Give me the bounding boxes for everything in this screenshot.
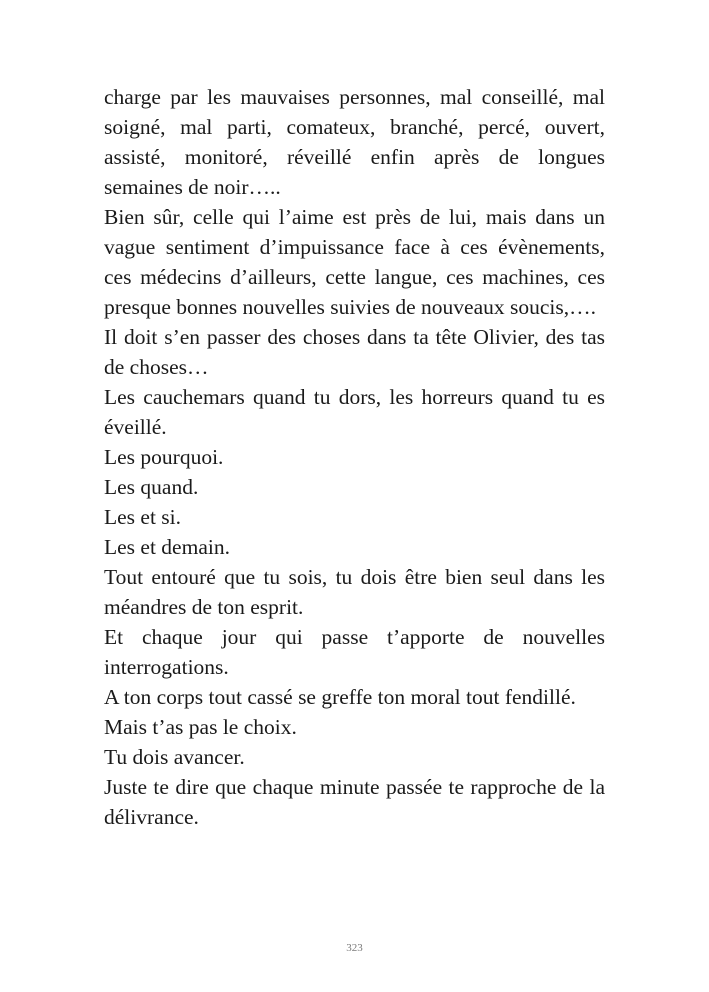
paragraph-8: Les et demain. [104, 535, 230, 559]
paragraph-1: charge par les mauvaises personnes, mal conseillé, mal soigné, mal parti, comateux, branché, percé, ouvert, assisté, monitoré, réveillé enfin après de longues semaines de noir….. [104, 85, 605, 199]
paragraph-11: A ton corps tout cassé se greffe ton moral tout fendillé. [104, 685, 576, 709]
paragraph-4: Les cauchemars quand tu dors, les horreurs quand tu es éveillé. [104, 385, 605, 439]
paragraph-10: Et chaque jour qui passe t’apporte de nouvelles interrogations. [104, 625, 605, 679]
paragraph-3: Il doit s’en passer des choses dans ta tête Olivier, des tas de choses… [104, 325, 605, 379]
page-number: 323 [346, 942, 363, 954]
paragraph-14: Juste te dire que chaque minute passée te rapproche de la délivrance. [104, 775, 605, 829]
body-text [104, 82, 605, 832]
paragraph-7: Les et si. [104, 505, 182, 529]
paragraph-6: Les quand. [104, 475, 199, 499]
paragraph-12: Mais t’as pas le choix. [104, 715, 297, 739]
paragraph-13: Tu dois avancer. [104, 745, 245, 769]
paragraph-2: Bien sûr, celle qui l’aime est près de lui, mais dans un vague sentiment d’impuissance face à ces évènements, ces médecins d’ailleurs, cette langue, ces machines, ces presque bonnes nouvelles suivies de nouveaux soucis,…. [104, 205, 605, 319]
paragraph-9: Tout entouré que tu sois, tu dois être bien seul dans les méandres de ton esprit. [104, 565, 605, 619]
paragraph-5: Les pourquoi. [104, 445, 224, 469]
